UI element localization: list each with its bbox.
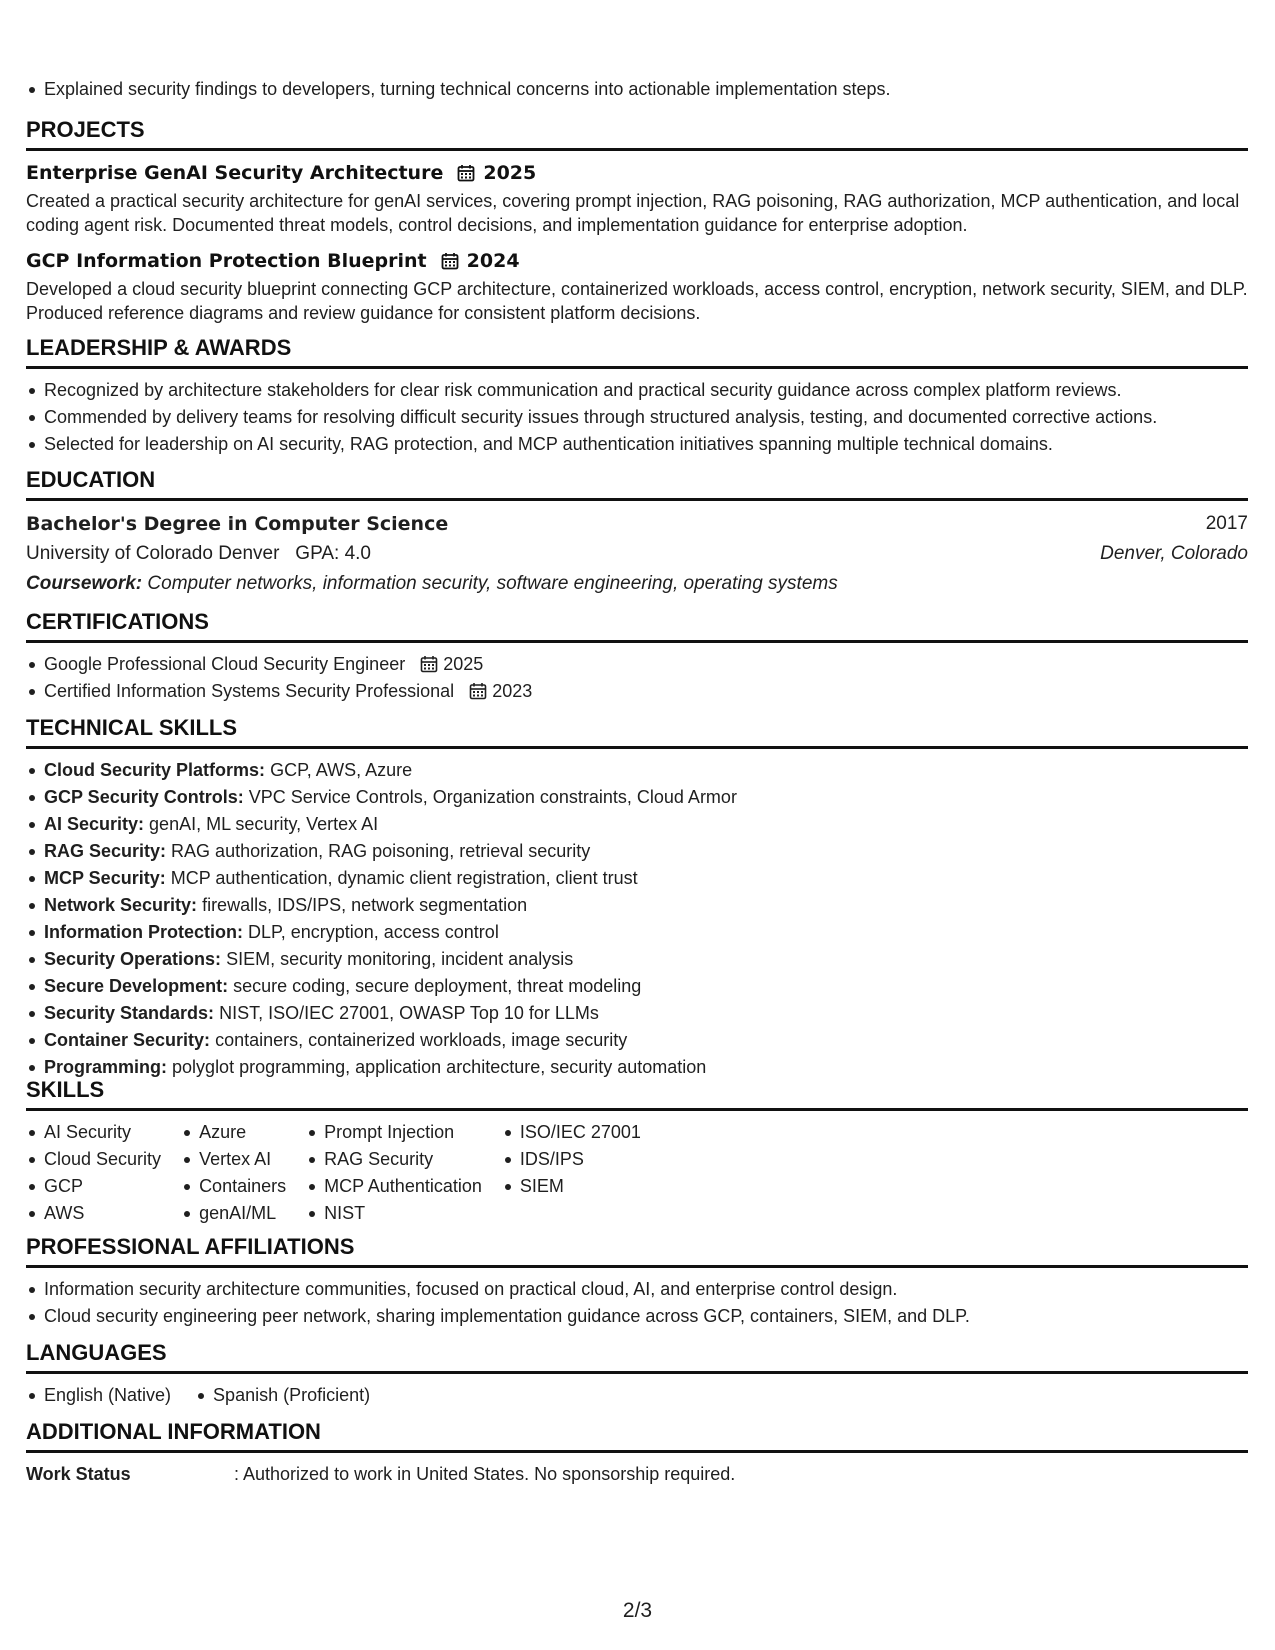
project-year: 2024	[466, 250, 520, 272]
skill-item: Vertex AI	[181, 1146, 286, 1173]
work-status-value: : Authorized to work in United States. No sponsorship required.	[234, 1464, 736, 1484]
education-school-row	[26, 539, 1248, 569]
skill-category: Cloud Security Platforms:	[44, 760, 266, 780]
certification-item	[26, 678, 1248, 705]
skill-item: GCP	[26, 1173, 161, 1200]
additional-info-section	[26, 1418, 1248, 1487]
section-title-education: EDUCATION	[26, 466, 1248, 501]
skill-item: RAG Security	[306, 1146, 482, 1173]
project-heading	[26, 247, 1248, 275]
education-section	[26, 466, 1248, 599]
section-title-technical-skills: TECHNICAL SKILLS	[26, 714, 1248, 749]
skills-section	[26, 1076, 1248, 1227]
technical-skill-item	[26, 838, 1248, 865]
technical-skill-item	[26, 1027, 1248, 1054]
skill-category: Container Security:	[44, 1030, 211, 1050]
gpa: GPA: 4.0	[295, 543, 371, 564]
work-status-label: Work Status	[26, 1464, 131, 1484]
technical-skill-item	[26, 973, 1248, 1000]
skill-category: Security Standards:	[44, 1003, 215, 1023]
project-heading	[26, 159, 1248, 187]
project-description: Developed a cloud security blueprint connecting GCP architecture, containerized workloads, access control, encryption, network security, SIEM, and DLP. Produced reference diagrams and review guidance for consistent platform decisions.	[26, 279, 1248, 323]
skill-values: NIST, ISO/IEC 27001, OWASP Top 10 for LLMs	[219, 1003, 599, 1023]
skill-item: NIST	[306, 1200, 482, 1227]
language-item: Spanish (Proficient)	[195, 1382, 370, 1409]
section-title-projects: PROJECTS	[26, 116, 1248, 151]
skill-item: ISO/IEC 27001	[502, 1119, 641, 1146]
section-title-leadership: LEADERSHIP & AWARDS	[26, 334, 1248, 369]
technical-skill-item	[26, 892, 1248, 919]
coursework-label: Coursework:	[26, 573, 143, 594]
skills-column	[181, 1119, 286, 1227]
education-degree-row	[26, 509, 1248, 539]
skill-category: Secure Development:	[44, 976, 229, 996]
work-status-row	[26, 1461, 1248, 1487]
project-name: GCP Information Protection Blueprint	[26, 250, 427, 272]
technical-skill-item	[26, 784, 1248, 811]
experience-continuation	[26, 76, 1248, 103]
skill-values: firewalls, IDS/IPS, network segmentation	[202, 895, 528, 915]
list-item: Recognized by architecture stakeholders for clear risk communication and practical security guidance across complex platform reviews.	[26, 377, 1248, 404]
skills-column	[26, 1119, 161, 1227]
skill-item: SIEM	[502, 1173, 641, 1200]
languages-section	[26, 1339, 1248, 1409]
school-name: University of Colorado Denver	[26, 543, 280, 564]
certification-name: Certified Information Systems Security Professional	[44, 681, 455, 701]
list-item: Explained security findings to developers, turning technical concerns into actionable implementation steps.	[26, 76, 1248, 103]
section-title-additional-info: ADDITIONAL INFORMATION	[26, 1418, 1248, 1453]
skill-values: GCP, AWS, Azure	[270, 760, 413, 780]
project-name: Enterprise GenAI Security Architecture	[26, 162, 444, 184]
certification-year: 2023	[492, 681, 533, 701]
skill-item: AI Security	[26, 1119, 161, 1146]
section-title-certifications: CERTIFICATIONS	[26, 608, 1248, 643]
skill-values: polyglot programming, application architecture, security automation	[172, 1057, 707, 1077]
project-description: Created a practical security architecture for genAI services, covering prompt injection, RAG poisoning, RAG authorization, MCP authentication, and local coding agent risk. Documented threat models, control decisions, and implementation guidance for enterprise adoption.	[26, 191, 1240, 235]
list-item: Information security architecture communities, focused on practical cloud, AI, and enterprise control design.	[26, 1276, 1248, 1303]
skill-item: MCP Authentication	[306, 1173, 482, 1200]
project-year: 2025	[483, 162, 537, 184]
leadership-section	[26, 334, 1248, 458]
calendar-icon	[420, 655, 438, 673]
skill-category: Security Operations:	[44, 949, 222, 969]
skill-item: AWS	[26, 1200, 161, 1227]
skill-item: Prompt Injection	[306, 1119, 482, 1146]
skill-item: Azure	[181, 1119, 286, 1146]
technical-skill-item	[26, 811, 1248, 838]
calendar-icon	[441, 252, 459, 270]
skill-item: Containers	[181, 1173, 286, 1200]
skill-values: SIEM, security monitoring, incident analysis	[226, 949, 574, 969]
technical-skill-item	[26, 946, 1248, 973]
technical-skill-item	[26, 865, 1248, 892]
certification-name: Google Professional Cloud Security Engineer	[44, 654, 406, 674]
page-number: 2/3	[622, 1599, 653, 1622]
language-item: English (Native)	[26, 1382, 171, 1409]
languages-row	[26, 1382, 1248, 1409]
skill-category: GCP Security Controls:	[44, 787, 244, 807]
coursework-text: Computer networks, information security, software engineering, operating systems	[147, 573, 838, 594]
skill-values: MCP authentication, dynamic client registration, client trust	[170, 868, 638, 888]
technical-skills-section	[26, 714, 1248, 1081]
skill-values: containers, containerized workloads, image security	[215, 1030, 628, 1050]
skills-column	[306, 1119, 482, 1227]
list-item: Commended by delivery teams for resolving difficult security issues through structured analysis, testing, and documented corrective actions.	[26, 404, 1248, 431]
skill-category: Programming:	[44, 1057, 168, 1077]
skill-values: RAG authorization, RAG poisoning, retrieval security	[171, 841, 591, 861]
skill-item: IDS/IPS	[502, 1146, 641, 1173]
skills-column	[502, 1119, 641, 1227]
degree-name: Bachelor's Degree in Computer Science	[26, 513, 449, 535]
skill-item: Cloud Security	[26, 1146, 161, 1173]
skill-values: genAI, ML security, Vertex AI	[149, 814, 379, 834]
calendar-icon	[469, 682, 487, 700]
section-title-languages: LANGUAGES	[26, 1339, 1248, 1374]
skill-category: RAG Security:	[44, 841, 167, 861]
skill-category: Information Protection:	[44, 922, 243, 942]
graduation-year: 2017	[1205, 513, 1248, 534]
skill-values: secure coding, secure deployment, threat modeling	[233, 976, 642, 996]
certification-item	[26, 651, 1248, 678]
certification-year: 2025	[443, 654, 484, 674]
technical-skill-item	[26, 757, 1248, 784]
skill-category: MCP Security:	[44, 868, 166, 888]
skill-category: AI Security:	[44, 814, 145, 834]
affiliations-section	[26, 1233, 1248, 1330]
school-location: Denver, Colorado	[1100, 543, 1248, 564]
skill-category: Network Security:	[44, 895, 198, 915]
skill-values: DLP, encryption, access control	[248, 922, 499, 942]
technical-skill-item	[26, 1000, 1248, 1027]
section-title-skills: SKILLS	[26, 1076, 1248, 1111]
technical-skill-item	[26, 919, 1248, 946]
section-title-affiliations: PROFESSIONAL AFFILIATIONS	[26, 1233, 1248, 1268]
projects-section	[26, 116, 1248, 335]
list-item: Selected for leadership on AI security, RAG protection, and MCP authentication initiatives spanning multiple technical domains.	[26, 431, 1248, 458]
skill-values: VPC Service Controls, Organization constraints, Cloud Armor	[248, 787, 737, 807]
coursework-row	[26, 569, 1248, 599]
calendar-icon	[457, 164, 475, 182]
skills-grid	[26, 1119, 1248, 1227]
certifications-section	[26, 608, 1248, 705]
list-item: Cloud security engineering peer network, sharing implementation guidance across GCP, containers, SIEM, and DLP.	[26, 1303, 1248, 1330]
skill-item: genAI/ML	[181, 1200, 286, 1227]
